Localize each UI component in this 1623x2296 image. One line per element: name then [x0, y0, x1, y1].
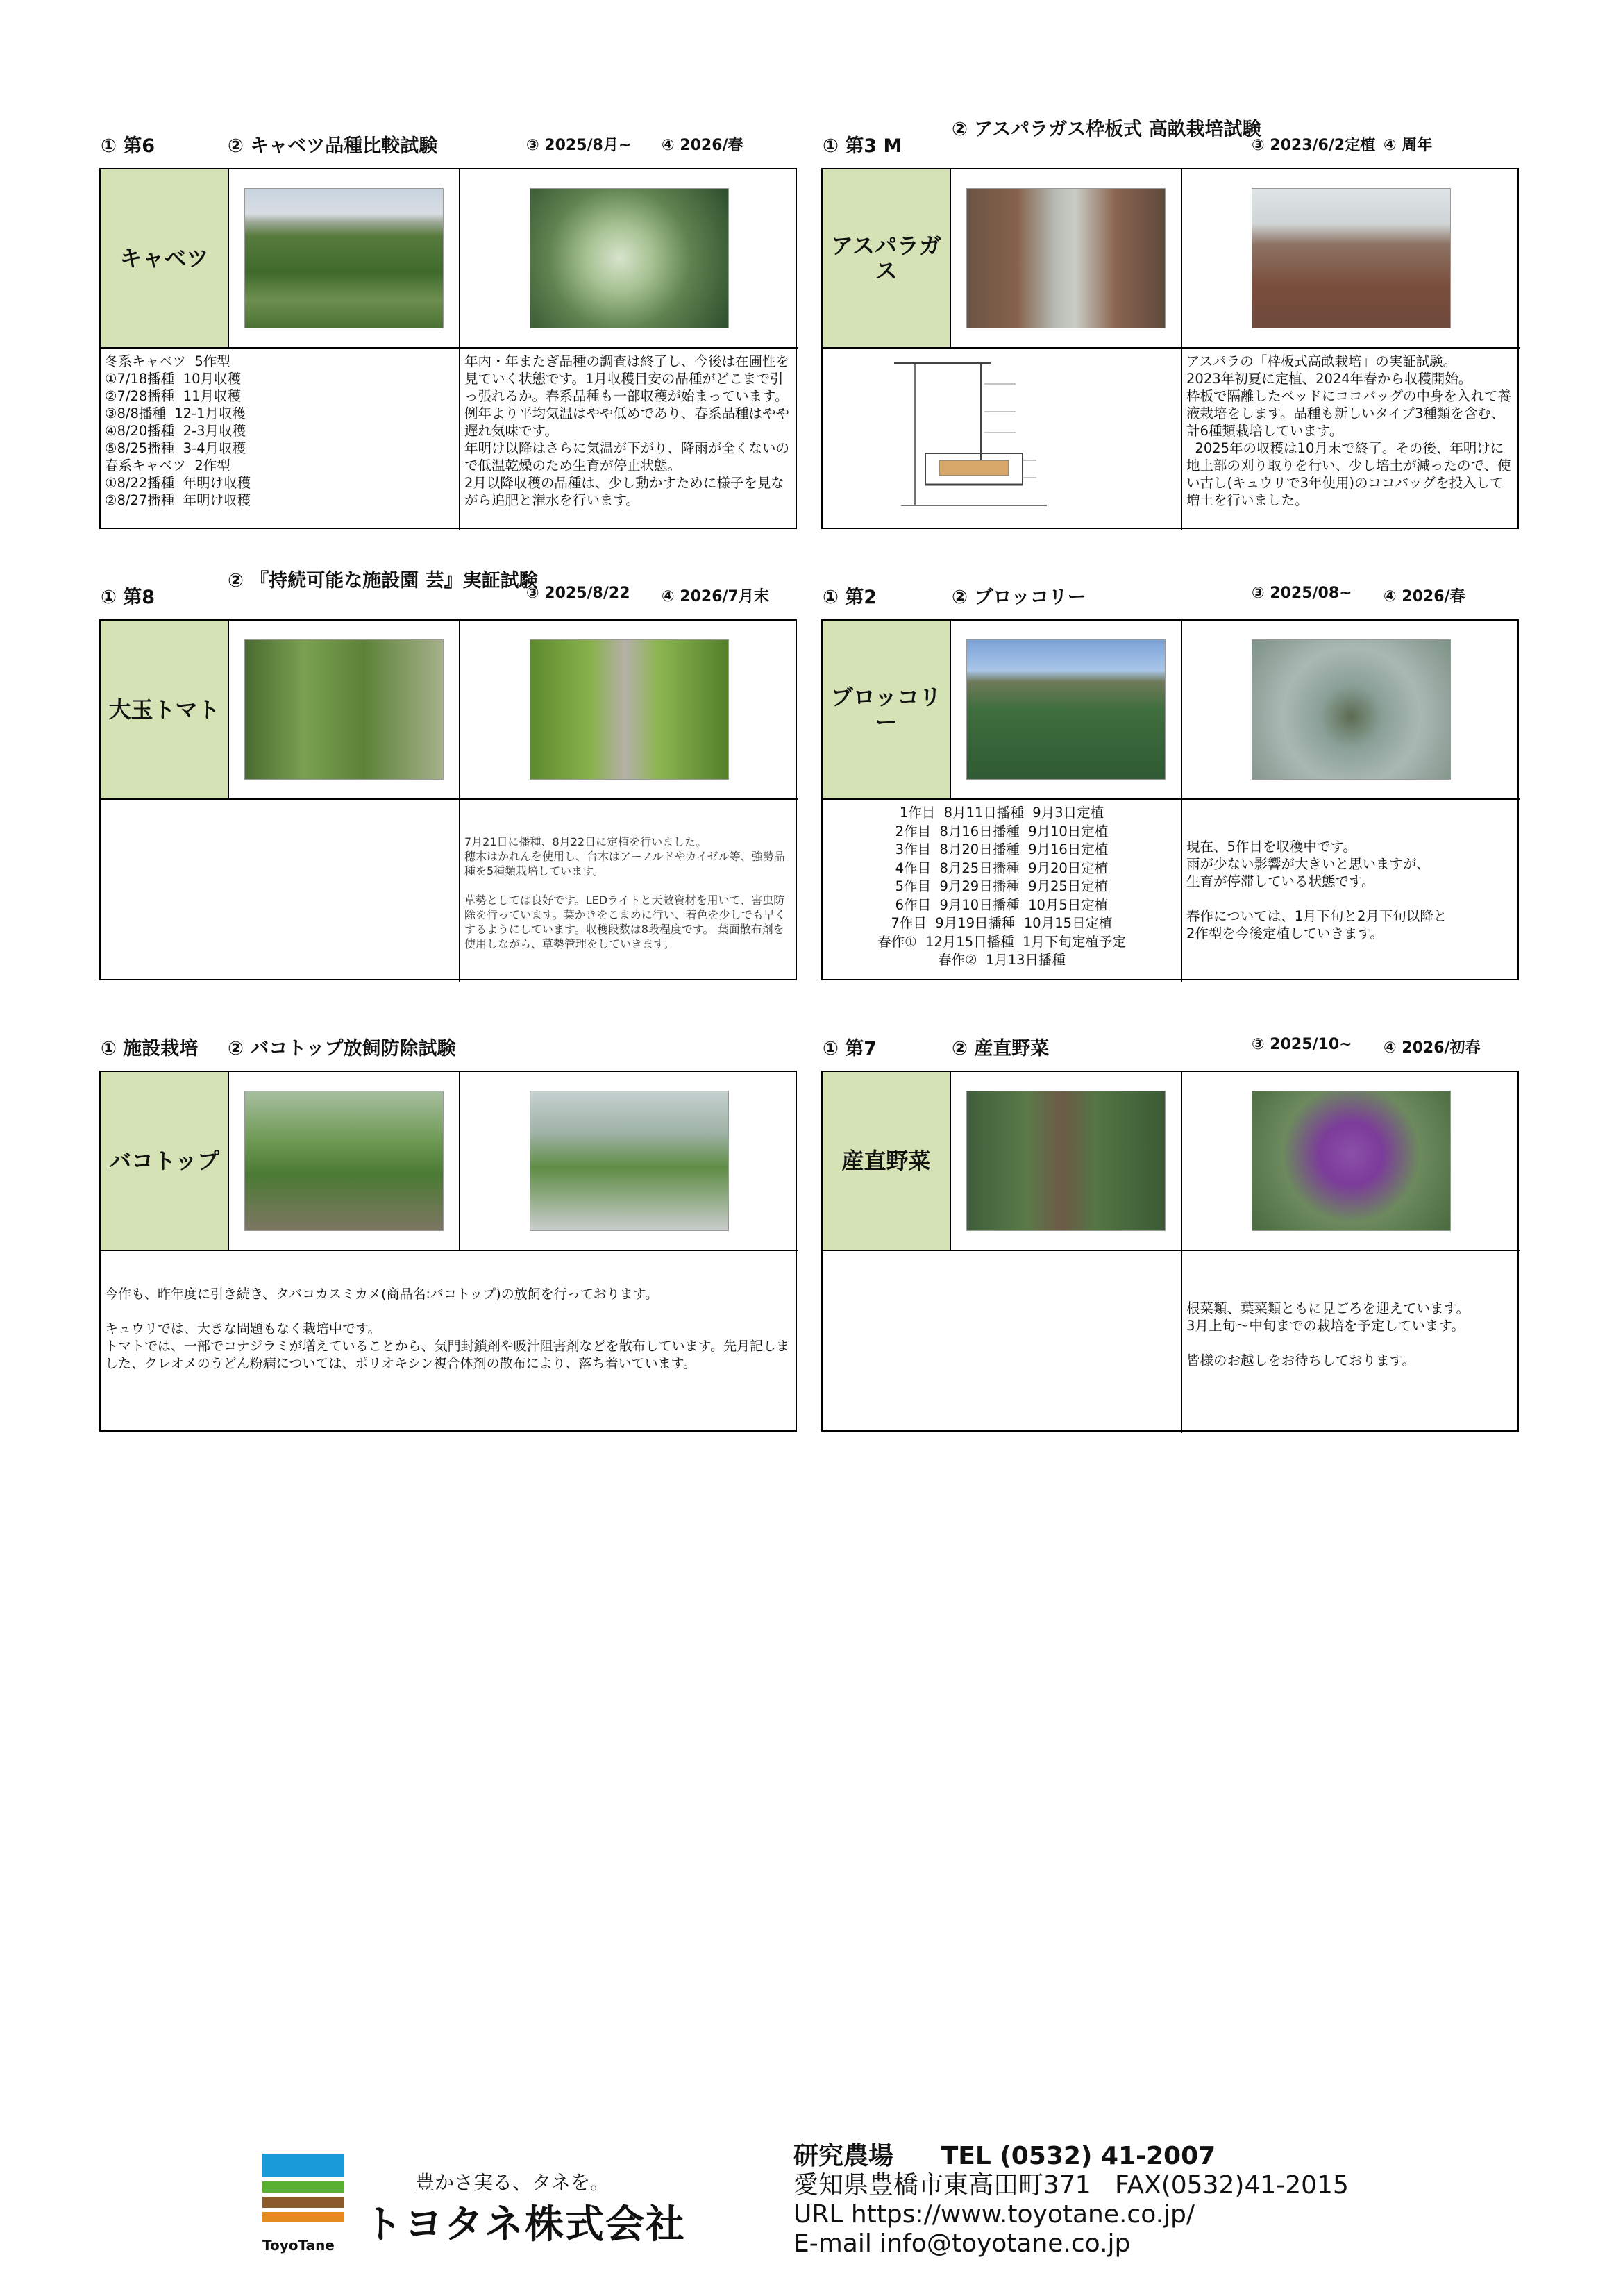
- panel-header: [99, 570, 797, 619]
- panel-header: [821, 119, 1519, 168]
- panel-header: [99, 125, 797, 168]
- crop-name: キャベツ: [101, 169, 229, 349]
- phone-number: TEL (0532) 41-2007: [941, 2142, 1216, 2170]
- photo-cell: [229, 621, 460, 800]
- crop-name: バコトップ: [101, 1072, 229, 1251]
- field-number: ① 第2: [823, 587, 877, 608]
- greenhouse-photo: [530, 1091, 729, 1231]
- photo-cell: [1182, 169, 1520, 349]
- field-number: ① 第8: [101, 587, 155, 608]
- crop-name: 大玉トマト: [101, 621, 229, 800]
- logo-soil: [262, 2197, 344, 2208]
- photo-cell: [951, 169, 1182, 349]
- panel-table: [99, 168, 797, 529]
- diagram-cell: [823, 349, 1182, 530]
- closeup-photo: [530, 188, 729, 328]
- photo-cell: [460, 1072, 798, 1251]
- bed-photo: [1252, 188, 1451, 328]
- address-fax: 愛知県豊橋市東高田町371 FAX(0532)41-2015: [793, 2171, 1349, 2199]
- panel-table: [99, 1071, 797, 1432]
- status-report: 年内・年またぎ品種の調査は終了し、今後は在圃性を見ていく状態です。1月収穫目安の品種がどこまで引っ張れるか。春系品種も一部収穫が始まっています。 例年より平均気温はやや低めであり、春系品種はやや遅れ気味です。 年明け以降はさらに気温が下がり、降雨が全くないので低温乾燥のため生育が停止状態。 2月以降収穫の品種は、少し動かすために様子を見ながら追肥と潅水を行います。: [464, 353, 790, 508]
- panel-vegetables: [821, 1028, 1519, 1432]
- company-name: トヨタネ株式会社: [364, 2202, 686, 2247]
- start-date: ③ 2025/10~: [1252, 1036, 1352, 1053]
- trial-name: ② キャベツ品種比較試験: [228, 135, 438, 157]
- start-date: ③ 2025/8/22: [526, 585, 630, 602]
- photo-cell: [951, 1072, 1182, 1251]
- trial-name: ② ブロッコリー: [952, 587, 1086, 608]
- field-number: ① 第6: [101, 135, 155, 157]
- company-logo: [262, 2154, 344, 2226]
- row-photo: [530, 639, 729, 780]
- trial-name: ② 産直野菜: [952, 1038, 1050, 1059]
- trial-name: ② アスパラガス枠板式 高畝栽培試験: [952, 119, 1261, 140]
- logo-sky: [262, 2154, 344, 2177]
- photo-cell: [460, 169, 798, 349]
- end-date: ④ 周年: [1384, 137, 1433, 154]
- email-address[interactable]: E-mail info@toyotane.co.jp: [793, 2229, 1131, 2258]
- field-number: ① 第7: [823, 1038, 877, 1059]
- sowing-schedule: 1作目 8月11日播種 9月3日定植 2作目 8月16日播種 9月10日定植 3作目 8月20日播種 9月16日定植 4作目 8月25日播種 9月20日定植 5作目 9月29日播種 9月25日定植 6作目 9月10日播種 10月5日定植 7作目 9月19日播種 10月15日定植 春作① 12月15日播種 1月下旬定植予定 春作② 1月13日播種: [823, 800, 1182, 982]
- website-url[interactable]: URL https://www.toyotane.co.jp/: [793, 2200, 1195, 2229]
- panel-header: [821, 1028, 1519, 1071]
- trial-name: ② バコトップ放飼防除試験: [228, 1038, 456, 1059]
- end-date: ④ 2026/初春: [1384, 1039, 1481, 1057]
- photo-cell: [951, 621, 1182, 800]
- panel-tomato: [99, 570, 797, 980]
- crop-name: ブロッコリー: [823, 621, 951, 800]
- greenhouse-photo: [966, 1091, 1166, 1231]
- panel-asparagus: [821, 119, 1519, 529]
- trial-name: ② 『持続可能な施設園 芸』実証試験: [228, 570, 538, 592]
- greenhouse-photo: [966, 188, 1166, 328]
- status-report: 根菜類、葉菜類ともに見ごろを迎えています。 3月上旬～中旬までの栽培を予定しています。 皆様のお越しをお待ちしております。: [1186, 1300, 1470, 1368]
- photo-cell: [229, 169, 460, 349]
- crop-name: アスパラガス: [823, 169, 951, 349]
- raised-bed-diagram: [887, 356, 1116, 523]
- status-report: 現在、5作目を収穫中です。 雨が少ない影響が大きいと思いますが、 生育が停滞している状態です。 春作については、1月下旬と2月下旬以降と 2作型を今後定植していきます。: [1186, 839, 1447, 941]
- end-date: ④ 2026/春: [1384, 588, 1465, 605]
- lab-name: 研究農場: [793, 2142, 894, 2170]
- plant-photo: [244, 1091, 444, 1231]
- panel-table: [821, 168, 1519, 529]
- photo-cell: [460, 621, 798, 800]
- photo-cell: [1182, 1072, 1520, 1251]
- status-report: 7月21日に播種、8月22日に定植を行いました。 穂木はかれんを使用し、台木はアーノルドやカイゼル等、強勢品種を5種類栽培しています。 草勢としては良好です。LEDライトと天敵資材を用いて、害虫防除を行っています。葉かきをこまめに行い、着色を少しでも早くするようにしています。収穫段数は8段程度です。 葉面散布剤を使用しながら、草勢管理をしていきます。: [464, 835, 786, 950]
- plant-photo: [244, 639, 444, 780]
- panel-table: [99, 619, 797, 980]
- status-report: アスパラの「枠板式高畝栽培」の実証試験。 2023年初夏に定植、2024年春から収穫開始。 枠板で隔離したベッドにココバッグの中身を入れて養液栽培をします。品種も新しいタイプ3種類を含む、計6種類栽培しています。 2025年の収穫は10月末で終了。その後、年明けに地上部の刈り取りを行い、少し培土が減ったので、使い古し(キュウリで3年使用)のココバッグを投入して増土を行いました。: [1186, 353, 1512, 508]
- empty-cell: [823, 1251, 1182, 1433]
- start-date: ③ 2025/08~: [1252, 585, 1352, 602]
- end-date: ④ 2026/春: [662, 137, 743, 154]
- logo-wordmark: ToyoTane: [262, 2237, 335, 2254]
- field-number: ① 第3 M: [823, 135, 902, 157]
- field-number: ① 施設栽培: [101, 1038, 199, 1059]
- panel-table: [821, 619, 1519, 980]
- crop-name: 産直野菜: [823, 1072, 951, 1251]
- field-photo: [966, 639, 1166, 780]
- start-date: ③ 2023/6/2定植: [1252, 137, 1376, 154]
- company-slogan: 豊かさ実る、タネを。: [415, 2171, 610, 2194]
- empty-cell: [101, 800, 460, 982]
- end-date: ④ 2026/7月末: [662, 588, 769, 605]
- sowing-schedule: 冬系キャベツ 5作型 ①7/18播種 10月収穫 ②7/28播種 11月収穫 ③8/8播種 12-1月収穫 ④8/20播種 2-3月収穫 ⑤8/25播種 3-4月収穫 春系キャベツ 2作型 ①8/22播種 年明け収穫 ②8/27播種 年明け収穫: [101, 349, 460, 530]
- panel-table: [821, 1071, 1519, 1432]
- status-report: 今作も、昨年度に引き続き、タバコカスミカメ(商品名:バコトップ)の放飼を行っております。 キュウリでは、大きな問題もなく栽培中です。 トマトでは、一部でコナジラミが増えていることから、気門封鎖剤や吸汁阻害剤などを散布しています。先月記しました、クレオメのうどん粉病については、ポリオキシン複合体剤の散布により、落ち着いています。: [105, 1287, 790, 1371]
- logo-leaf: [262, 2181, 344, 2193]
- panel-header: [821, 576, 1519, 619]
- panel-bakotop: [99, 1028, 797, 1432]
- panel-broccoli: [821, 576, 1519, 980]
- panel-header: [99, 1028, 797, 1071]
- kohlrabi-photo: [1252, 1091, 1451, 1231]
- closeup-photo: [1252, 639, 1451, 780]
- contact-block: [793, 2142, 1349, 2259]
- panel-cabbage: [99, 125, 797, 529]
- field-photo: [244, 188, 444, 328]
- photo-cell: [1182, 621, 1520, 800]
- start-date: ③ 2025/8月~: [526, 137, 632, 154]
- logo-earth: [262, 2212, 344, 2222]
- photo-cell: [229, 1072, 460, 1251]
